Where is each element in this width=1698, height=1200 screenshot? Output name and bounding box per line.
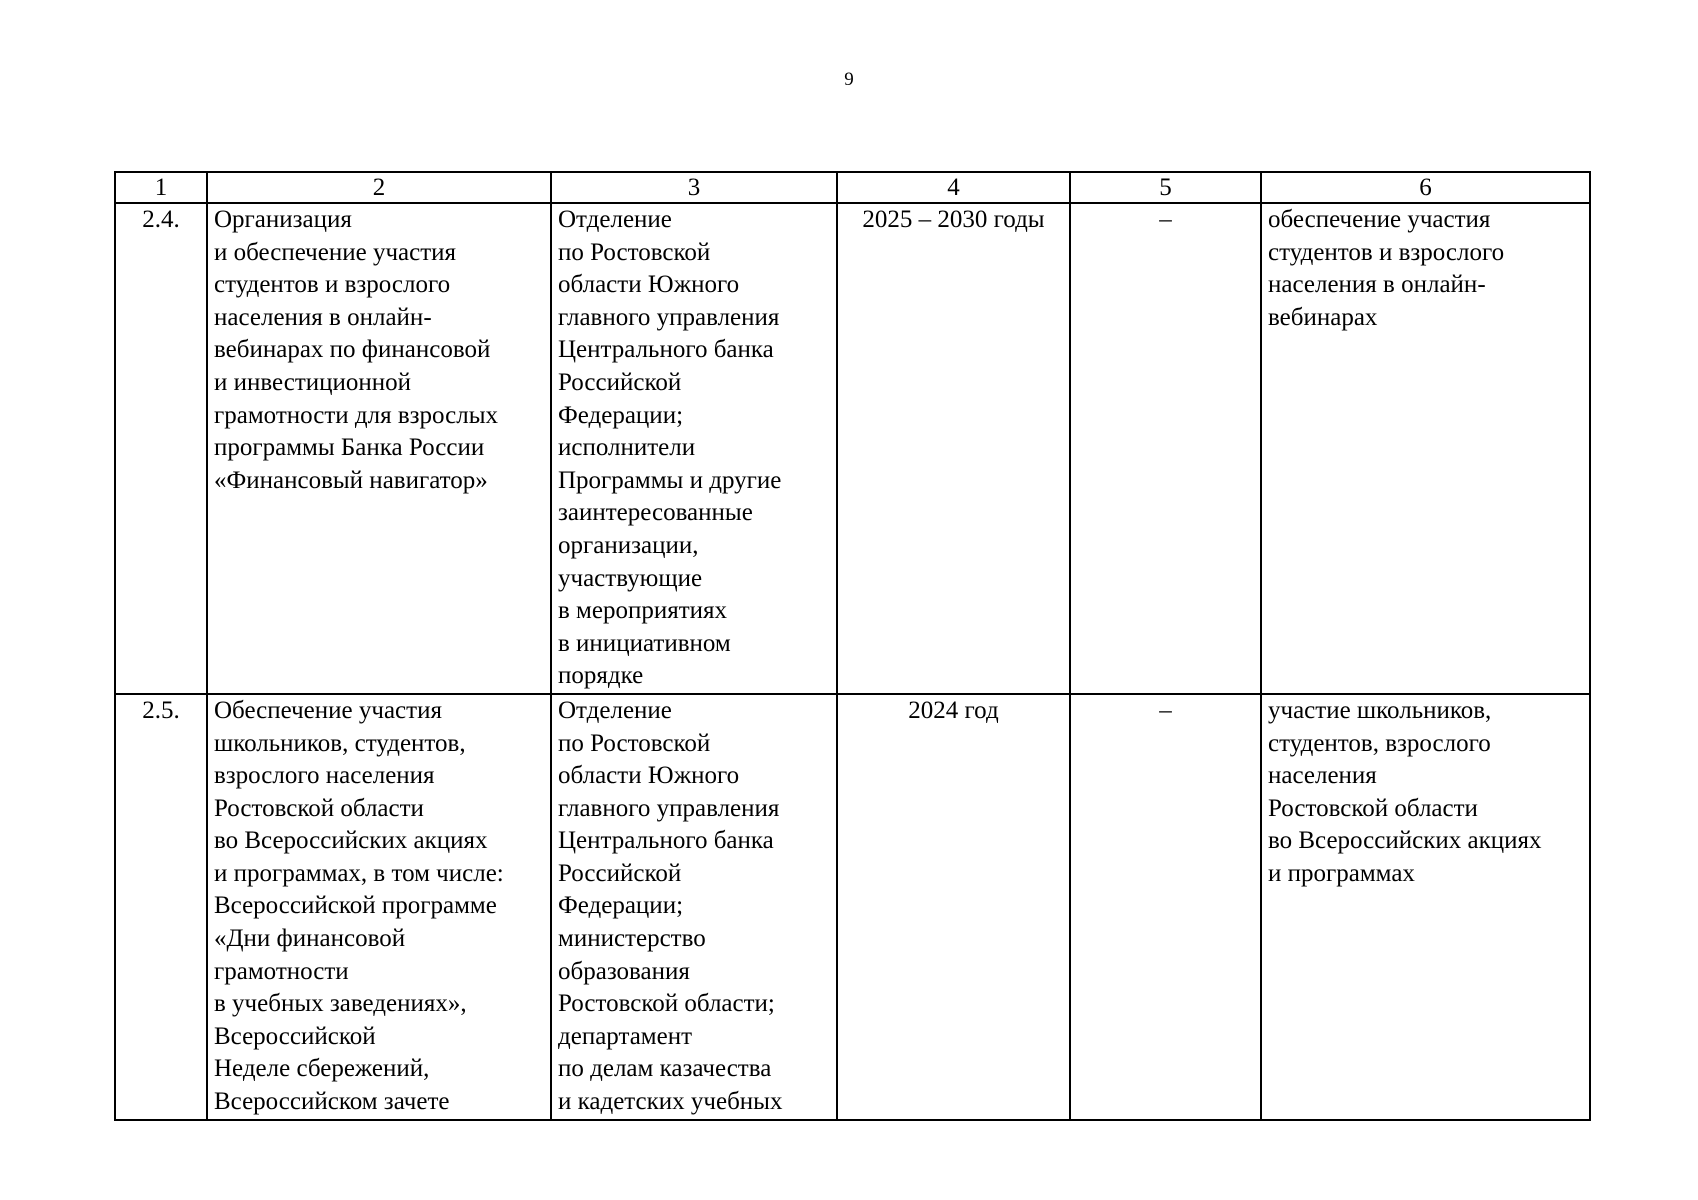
table-row: [115, 694, 1590, 1120]
period-cell: 2025 – 2030 годы: [837, 203, 1070, 694]
measures-table: [114, 171, 1591, 1121]
column-header-5: 5: [1070, 172, 1261, 203]
event-cell: Обеспечение участия школьников, студентов, взрослого населения Ростовской области во Всероссийских акциях и программах, в том числе: Всероссийской программе «Дни финансовой грамотности в учебных заведениях», Всероссийской Неделе сбережений, Всероссийском зачете: [207, 694, 551, 1120]
executor-cell: Отделение по Ростовской области Южного главного управления Центрального банка Российской Федерации; исполнители Программы и другие заинтересованные организации, участвующие в мероприятиях в инициативном порядке: [551, 203, 837, 694]
executor-cell: Отделение по Ростовской области Южного главного управления Центрального банка Российской Федерации; министерство образования Ростовской области; департамент по делам казачества и кадетских учебных: [551, 694, 837, 1120]
table-row: [115, 203, 1590, 694]
column-header-2: 2: [207, 172, 551, 203]
column-header-3: 3: [551, 172, 837, 203]
event-cell: Организация и обеспечение участия студентов и взрослого населения в онлайн- вебинарах по финансовой и инвестиционной грамотности для взрослых программы Банка России «Финансовый навигатор»: [207, 203, 551, 694]
column-header-4: 4: [837, 172, 1070, 203]
row-number-cell: 2.4.: [115, 203, 207, 694]
page-number: 9: [844, 69, 854, 90]
column-header-1: 1: [115, 172, 207, 203]
result-cell: обеспечение участия студентов и взрослого населения в онлайн- вебинарах: [1261, 203, 1590, 694]
column-header-6: 6: [1261, 172, 1590, 203]
period-cell: 2024 год: [837, 694, 1070, 1120]
result-cell: участие школьников, студентов, взрослого населения Ростовской области во Всероссийских акциях и программах: [1261, 694, 1590, 1120]
row-number-cell: 2.5.: [115, 694, 207, 1120]
column-5-cell: –: [1070, 203, 1261, 694]
table-header-row: [115, 172, 1590, 203]
column-5-cell: –: [1070, 694, 1261, 1120]
